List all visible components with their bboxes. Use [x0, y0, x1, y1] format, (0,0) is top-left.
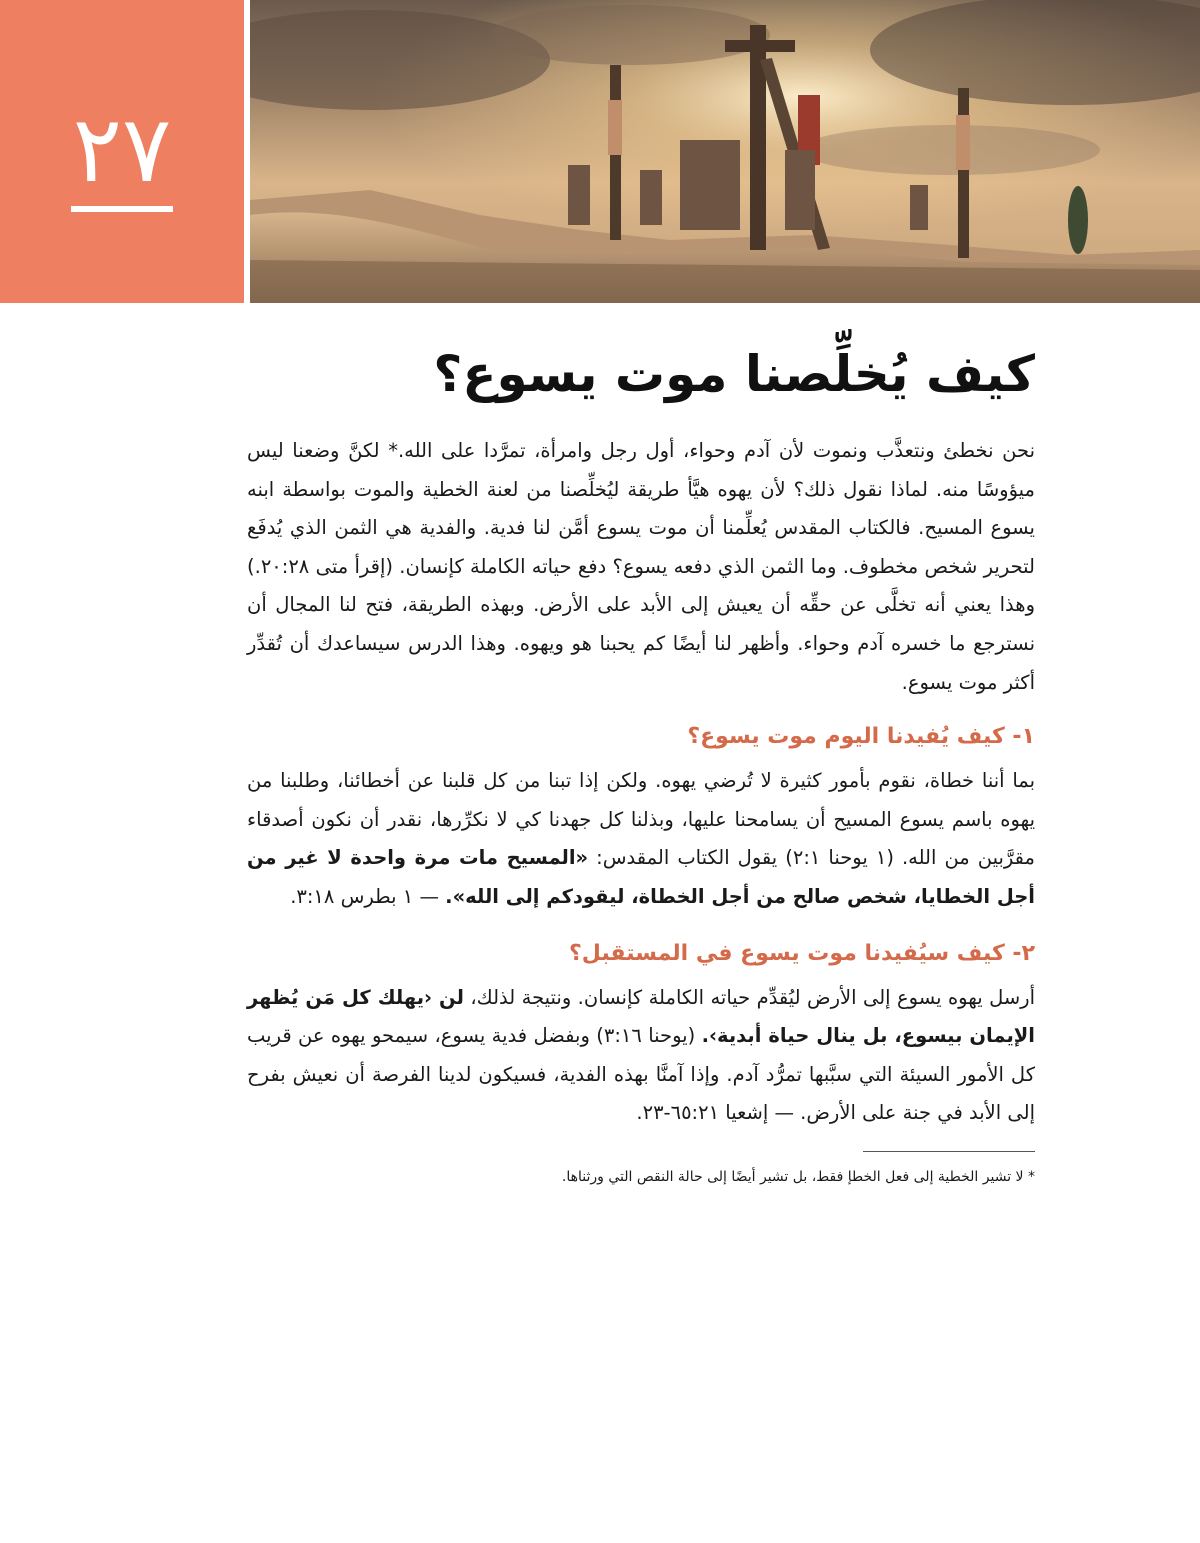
footnote: * لا تشير الخطية إلى فعل الخطإ فقط، بل تشير أيضًا إلى حالة النقص التي ورثناها. — [561, 1168, 1035, 1185]
paragraph-text: أرسل يهوه يسوع إلى الأرض ليُقدِّم حياته الكاملة كإنسان. ونتيجة لذلك، — [463, 985, 1036, 1009]
intro-paragraph: نحن نخطئ ونتعذَّب ونموت لأن آدم وحواء، أول رجل وامرأة، تمرَّدا على الله.* لكنَّ وضعنا ليس ميؤوسًا منه. لماذا نقول ذلك؟ لأن يهوه هيَّأ طريقة ليُخلِّصنا من لعنة الخطية والموت بواسطة ابنه يسوع المسيح. فالكتاب المقدس يُعلِّمنا أن موت يسوع أمَّن لنا فدية. والفدية هي الثمن الذي يُدفَع لتحرير شخص مخطوف. وما الثمن الذي دفعه يسوع؟ دفع حياته الكاملة كإنسان. (إقرأ متى ٢٠:٢٨.) وهذا يعني أنه تخلَّى عن حقِّه أن يعيش إلى الأبد على الأرض. وبهذه الطريقة، فتح لنا المجال أن نسترجع ما خسره آدم وحواء. وأظهر لنا أيضًا كم يحبنا هو ويهوه. وهذا الدرس سيساعدك أن تُقدِّر أكثر موت يسوع. — [247, 439, 1035, 694]
section-paragraph — [247, 762, 1035, 916]
scripture-reference: — ١ بطرس ٣:١٨. — [290, 884, 446, 908]
crucifixion-scene-image — [250, 0, 1200, 303]
page-title: كيف يُخلِّصنا موت يسوع؟ — [433, 345, 1035, 403]
paragraph-text: بما أننا خطاة، نقوم بأمور كثيرة لا تُرضي يهوه. ولكن إذا تبنا من كل قلبنا عن أخطائنا، وطلبنا من يهوه باسم يسوع المسيح أن يسامحنا عليها، وبذلنا كل جهدنا كي لا نكرِّرها، نقدر أن نكون أصدقاء مقرَّبين من الله. (١ يوحنا ٢:١) يقول الكتاب المقدس: — [247, 769, 1035, 870]
section-heading: ٢- كيف سيُفيدنا موت يسوع في المستقبل؟ — [569, 940, 1035, 966]
section-heading: ١- كيف يُفيدنا اليوم موت يسوع؟ — [687, 724, 1035, 750]
lesson-number: ٢٧ — [72, 96, 172, 203]
lesson-content — [247, 340, 1035, 1188]
lesson-number-box — [0, 0, 244, 303]
section-1 — [247, 720, 1035, 916]
paragraph-text: (يوحنا ٣:١٦) وبفضل فدية يسوع، سيمحو يهوه عن قريب كل الأمور السيئة التي سبَّبها تمرُّد آدم. وإذا آمنَّا بهذه الفدية، فسيكون لدينا الفرصة أن نعيش بفرح إلى الأبد في جنة على الأرض. — إشعيا ٦٥:٢١-٢٣. — [247, 1024, 1035, 1125]
footnote-divider — [863, 1151, 1035, 1152]
section-paragraph — [247, 979, 1035, 1133]
bold-quote: لن ‹يهلك كل مَن يُظهر الإيمان بيسوع، بل ينال حياة أبدية›. — [247, 985, 1035, 1048]
bold-quote: «المسيح مات مرة واحدة لا غير من أجل الخطايا، شخص صالح من أجل الخطاة، ليقودكم إلى الله». — [247, 846, 1035, 908]
section-2 — [247, 937, 1035, 1133]
lesson-number-underline — [71, 206, 173, 212]
lesson-header — [0, 0, 1200, 303]
